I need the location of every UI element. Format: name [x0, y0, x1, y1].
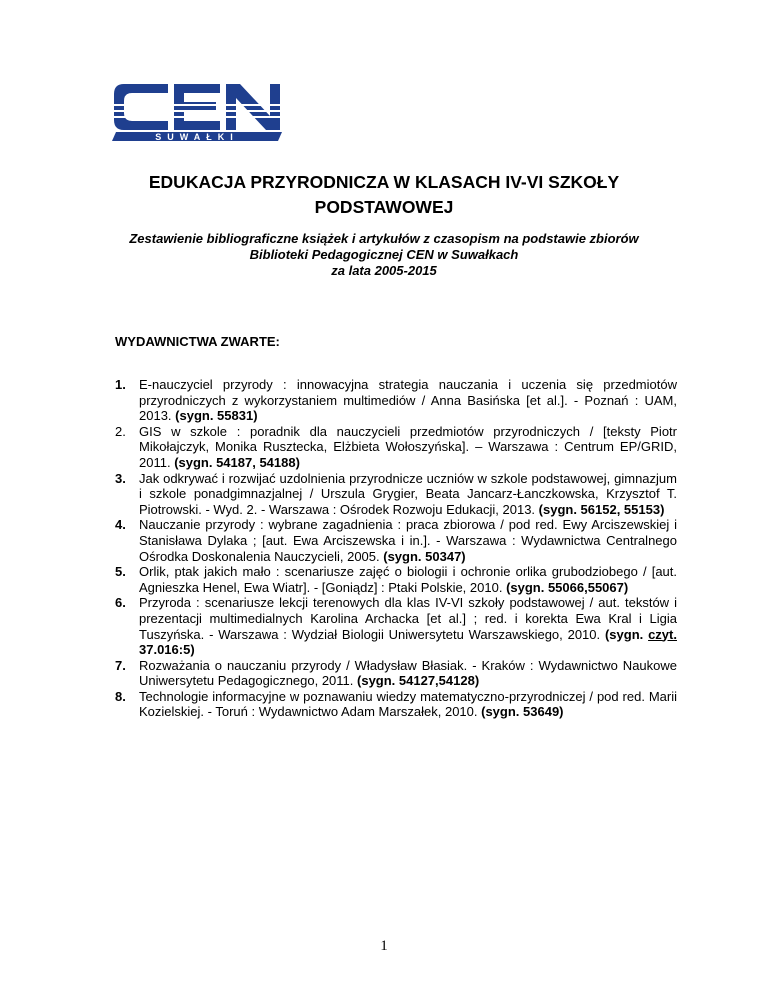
cen-logo-graphic: [110, 80, 286, 142]
item-text: Technologie informacyjne w poznawaniu wiedzy matematyczno-przyrodniczej / pod red. Marii Kozielskiej. - Toruń : Wydawnictwo Adam Marszałek, 2010.: [139, 688, 677, 720]
item-text: Jak odkrywać i rozwijać uzdolnienia przyrodnicze uczniów w szkole podstawowej, gimnazjum i szkole ponadgimnazjalnej / Urszula Grygier, Beata Jancarz-Łanczkowska, Krzysztof T. Piotrowski. - Wyd. 2. - Warszawa : Ośrodek Rozwoju Edukacji, 2013.: [139, 470, 677, 517]
subtitle: [60, 231, 708, 279]
list-item: [115, 517, 677, 564]
item-sygn: (sygn. 55066,55067): [506, 579, 629, 595]
item-sygn: (sygn. 56152, 55153): [538, 501, 665, 517]
item-sygn: (sygn. 50347): [383, 548, 466, 564]
item-text: Rozważania o nauczaniu przyrody / Władysław Błasiak. - Kraków : Wydawnictwo Naukowe Uniwersytetu Pedagogicznego, 2011.: [139, 657, 677, 689]
sygn-suffix: 37.016:5): [139, 642, 195, 658]
item-number: 6.: [115, 595, 126, 611]
item-number: 8.: [115, 688, 126, 704]
section-heading: WYDAWNICTWA ZWARTE:: [115, 334, 280, 349]
list-item: [115, 471, 677, 518]
subtitle-line-3: za lata 2005-2015: [331, 263, 437, 278]
list-item: [115, 689, 677, 720]
item-number: 5.: [115, 564, 126, 580]
cen-suwalki-logo: [110, 80, 286, 142]
item-text: Orlik, ptak jakich mało : scenariusze zajęć o biologii i ochronie orlika grubodziobego / [aut. Agnieszka Henel, Ewa Wiatr]. - [Goniądz] : Ptaki Polskie, 2010.: [139, 564, 677, 595]
item-sygn: (sygn. 54127,54128): [357, 673, 480, 689]
sygn-prefix: (sygn.: [604, 626, 649, 642]
item-text: GIS w szkole : poradnik dla nauczycieli przedmiotów przyrodniczych / [teksty Piotr Mikołajczyk, Monika Rusztecka, Elżbieta Wołoszyńska]. – Warszawa : Centrum EP/GRID, 2011.: [139, 423, 677, 470]
item-number: 3.: [115, 470, 126, 486]
title-line-2: PODSTAWOWEJ: [314, 197, 454, 217]
page-title: [60, 170, 708, 220]
item-text: Nauczanie przyrody : wybrane zagadnienia : praca zbiorowa / pod red. Ewy Arciszewskiej i Stanisława Dylaka ; [aut. Ewa Arciszewska i in.]. - Warszawa : Wydawnictwa Centralnego Ośrodka Doskonalenia Nauczycieli, 2005.: [139, 517, 677, 564]
subtitle-line-2: Biblioteki Pedagogicznej CEN w Suwałkach: [249, 247, 519, 262]
item-sygn: (sygn. 55831): [175, 408, 258, 424]
sygn-czyt: czyt.: [648, 626, 677, 642]
list-item: [115, 564, 677, 595]
item-text: E-nauczyciel przyrody : innowacyjna strategia nauczania i uczenia się przedmiotów przyrodniczych z wykorzystaniem multimediów / Anna Basińska [et al.]. - Poznań : UAM, 2013.: [139, 377, 677, 424]
page-number: 1: [380, 938, 388, 954]
list-item: [115, 377, 677, 424]
item-number: 1.: [115, 377, 126, 392]
subtitle-line-1: Zestawienie bibliograficzne książek i artykułów z czasopism na podstawie zbiorów: [129, 231, 639, 246]
bibliography-list: [115, 377, 677, 720]
logo-text: SUWAŁKI: [155, 132, 239, 142]
item-number: 4.: [115, 517, 126, 533]
list-item: [115, 595, 677, 657]
list-item: [115, 424, 677, 471]
item-sygn: (sygn. 54187, 54188): [174, 454, 300, 470]
list-item: [115, 658, 677, 689]
item-number: 7.: [115, 657, 126, 673]
item-sygn: (sygn. 53649): [481, 704, 564, 720]
item-text: Przyroda : scenariusze lekcji terenowych dla klas IV-VI szkoły podstawowej / aut. tekstów i prezentacji multimedialnych Karolina Archacka [et al.] ; red. i korekta Ewa Kral i Ligia Tuszyńska. - Warszawa : Wydział Biologii Uniwersytetu Warszawskiego, 2010.: [139, 595, 677, 642]
item-number: 2.: [115, 423, 126, 439]
title-line-1: EDUKACJA PRZYRODNICZA W KLASACH IV-VI SZKOŁY: [148, 172, 620, 192]
